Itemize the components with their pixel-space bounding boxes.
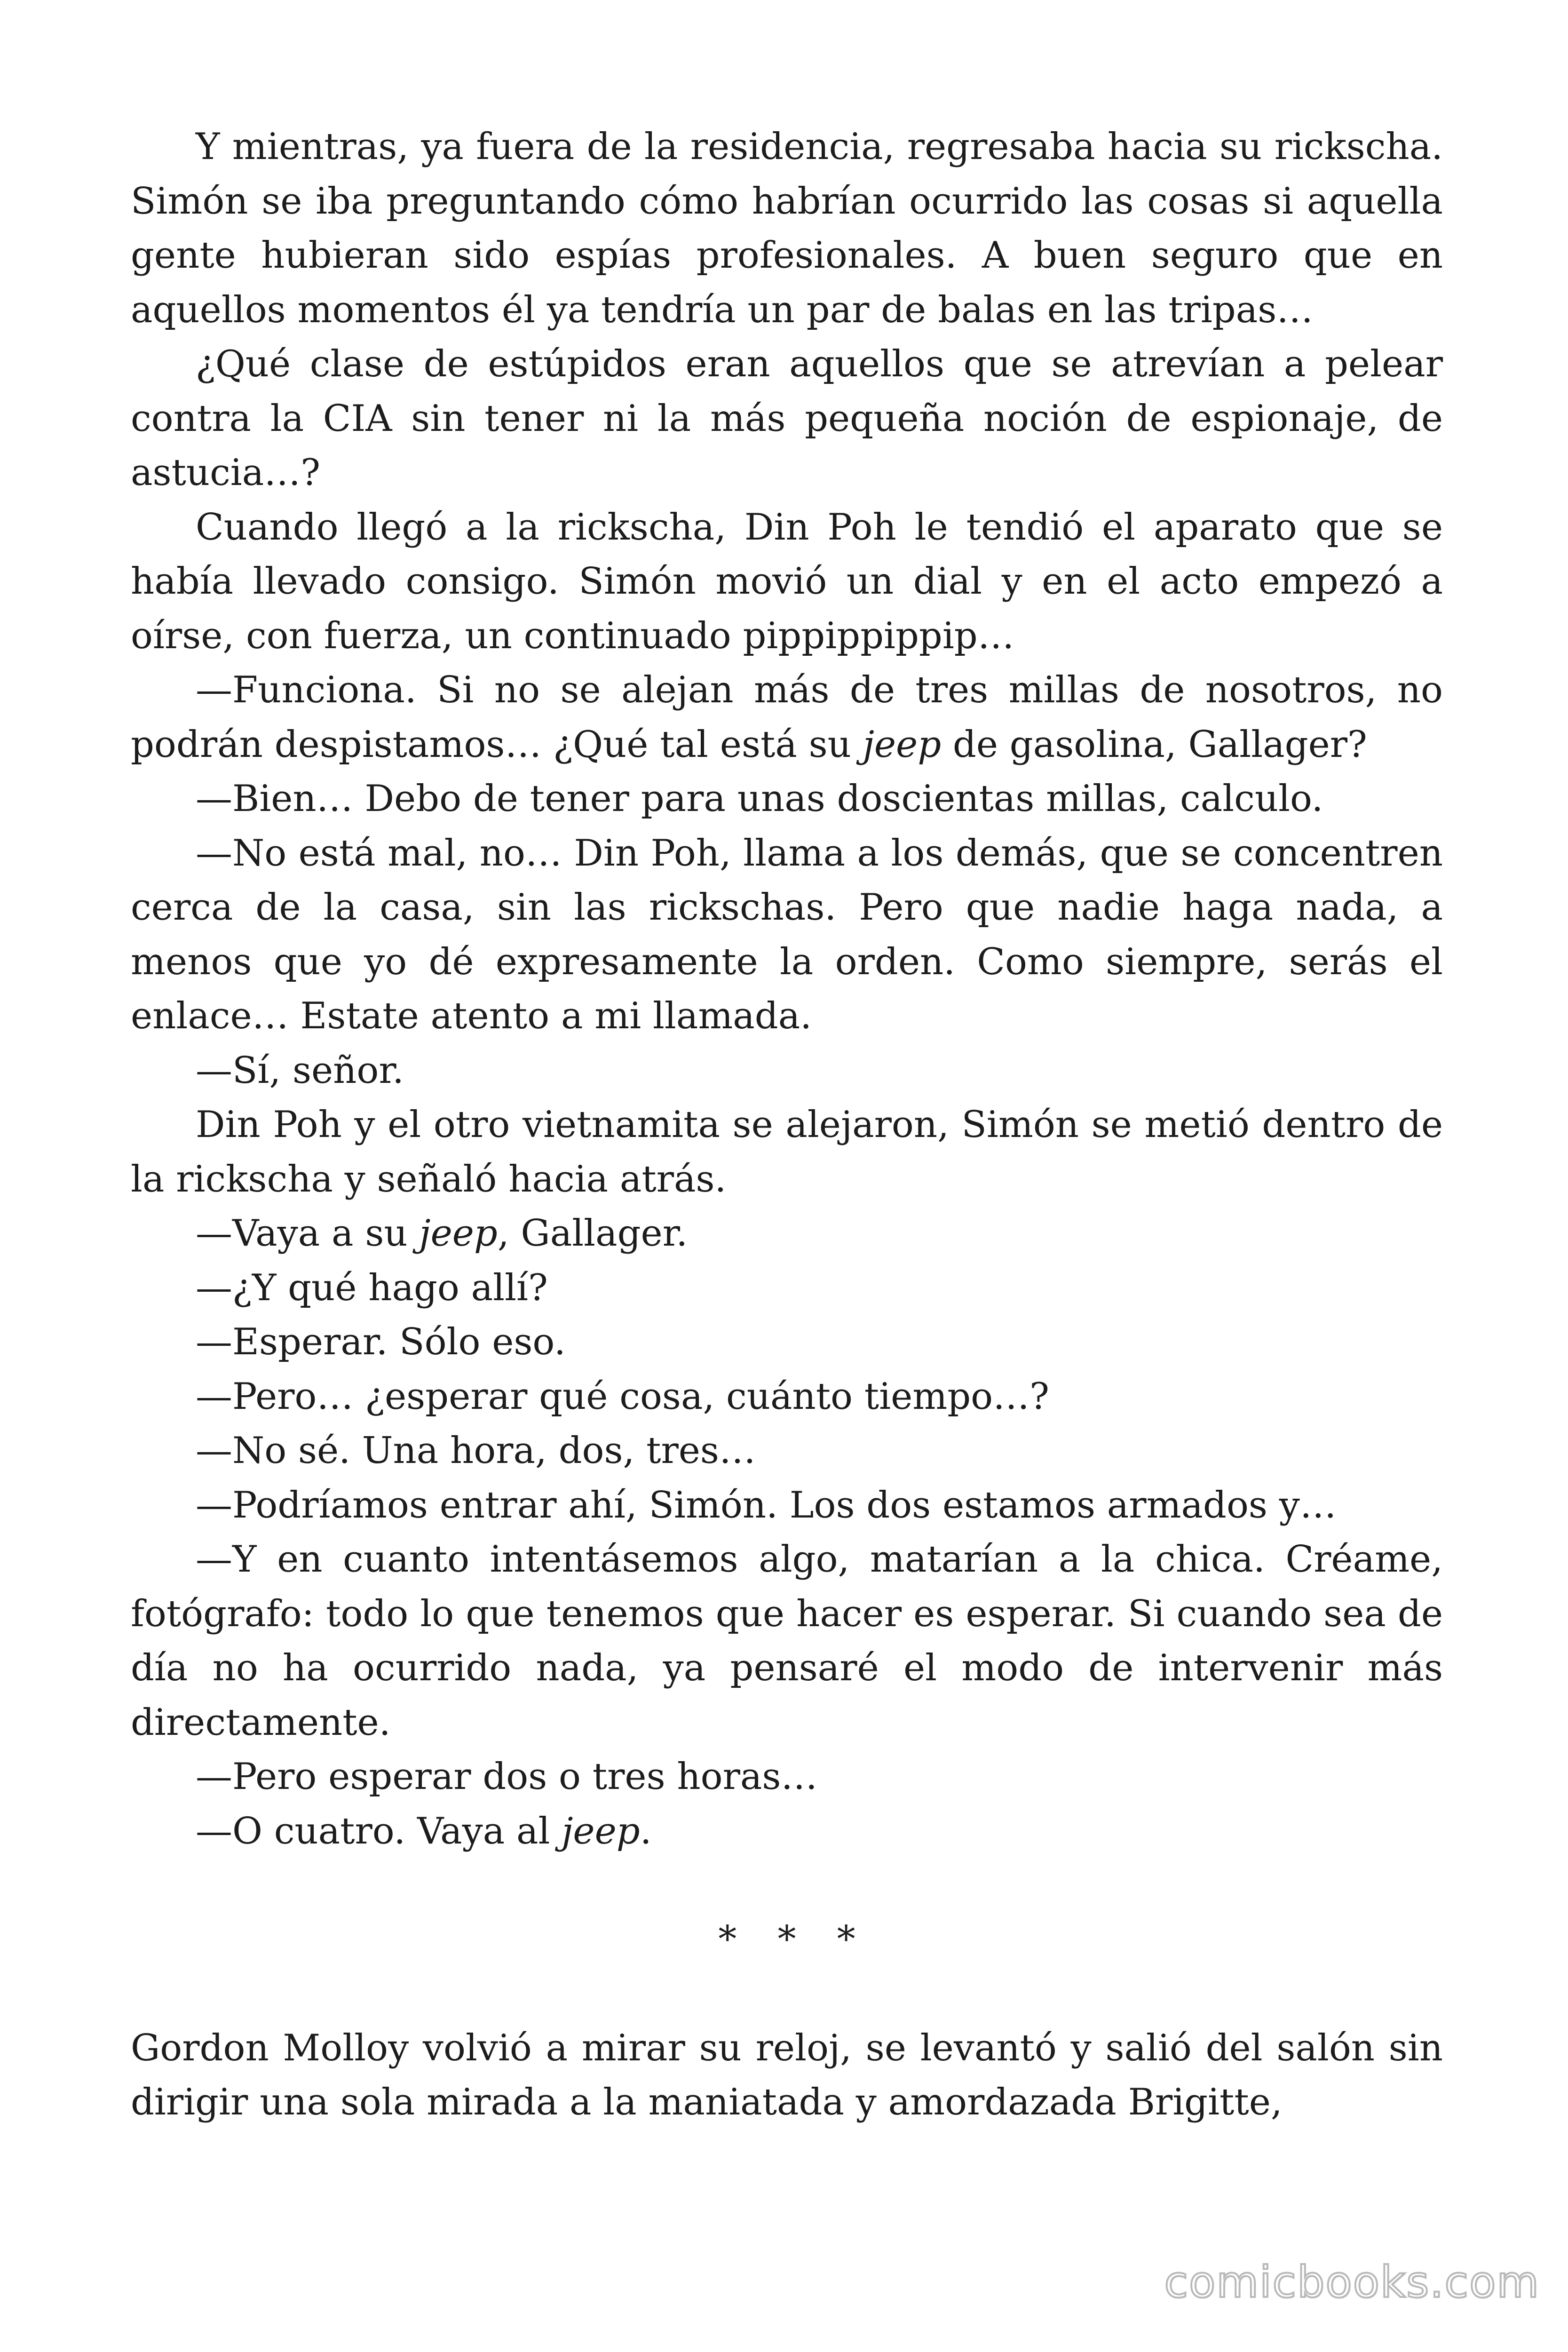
paragraph bbox=[131, 1098, 1443, 1207]
text-run: de gasolina, Gallager? bbox=[941, 723, 1367, 766]
text-run: —Pero esperar dos o tres horas… bbox=[196, 1756, 818, 1798]
paragraph bbox=[131, 1424, 1443, 1478]
text-run: . bbox=[640, 1810, 652, 1852]
paragraph bbox=[131, 1207, 1443, 1261]
paragraph bbox=[131, 120, 1443, 337]
text-run: —Y en cuanto intentásemos algo, matarían a la chica. Créame, fotógrafo: todo lo que tenemos que hacer es esperar. Si cuando sea de día no ha ocurrido nada, ya pensaré el modo de intervenir más directamente. bbox=[131, 1538, 1443, 1744]
italic-word: jeep bbox=[863, 723, 942, 766]
watermark: comicbooks.com bbox=[1164, 2257, 1540, 2307]
text-run: —Vaya a su bbox=[196, 1212, 420, 1255]
text-run: Cuando llegó a la rickscha, Din Poh le tendió el aparato que se había llevado consigo. Simón movió un dial y en el acto empezó a oírse, con fuerza, un continuado pippippippip… bbox=[131, 506, 1443, 657]
italic-word: jeep bbox=[562, 1810, 640, 1852]
text-run: —Esperar. Sólo eso. bbox=[196, 1321, 566, 1363]
text-run: , Gallager. bbox=[497, 1212, 688, 1255]
paragraph bbox=[131, 1804, 1443, 1859]
section-separator bbox=[131, 1913, 1443, 1967]
paragraph bbox=[131, 1044, 1443, 1098]
paragraph bbox=[131, 1370, 1443, 1424]
paragraph bbox=[131, 501, 1443, 664]
paragraph bbox=[131, 1533, 1443, 1750]
paragraph bbox=[131, 826, 1443, 1044]
text-run: —Sí, señor. bbox=[196, 1049, 404, 1092]
paragraph bbox=[131, 1750, 1443, 1804]
text-run: —¿Y qué hago allí? bbox=[196, 1266, 548, 1309]
text-run: ¿Qué clase de estúpidos eran aquellos que se atrevían a pelear contra la CIA sin tener ni la más pequeña noción de espionaje, de astucia…? bbox=[131, 343, 1443, 494]
paragraph bbox=[131, 1261, 1443, 1316]
paragraph bbox=[131, 1315, 1443, 1370]
paragraph bbox=[131, 2021, 1443, 2130]
text-run: * * * bbox=[718, 1918, 870, 1961]
book-page-text bbox=[131, 120, 1443, 2130]
paragraph bbox=[131, 663, 1443, 772]
paragraph bbox=[131, 772, 1443, 826]
text-run: Gordon Molloy volvió a mirar su reloj, se levantó y salió del salón sin dirigir una sola mirada a la maniatada y amordazada Brigitte, bbox=[131, 2026, 1443, 2123]
paragraph bbox=[131, 337, 1443, 501]
paragraph bbox=[131, 1478, 1443, 1533]
text-run: Y mientras, ya fuera de la residencia, regresaba hacia su rickscha. Simón se iba preguntando cómo habrían ocurrido las cosas si aquella gente hubieran sido espías profesionales. A buen seguro que en aquellos momentos él ya tendría un par de balas en las tripas… bbox=[131, 126, 1443, 331]
italic-word: jeep bbox=[419, 1212, 498, 1255]
text-run: —Funciona. Si no se alejan más de tres millas de nosotros, no podrán despistamos… ¿Qué tal está su bbox=[131, 669, 1443, 766]
text-run: Din Poh y el otro vietnamita se alejaron, Simón se metió dentro de la rickscha y señaló hacia atrás. bbox=[131, 1104, 1443, 1200]
text-run: —O cuatro. Vaya al bbox=[196, 1810, 562, 1852]
text-run: —No sé. Una hora, dos, tres… bbox=[196, 1430, 756, 1472]
text-run: —Bien… Debo de tener para unas doscientas millas, calculo. bbox=[196, 778, 1323, 820]
text-run: —Podríamos entrar ahí, Simón. Los dos estamos armados y… bbox=[196, 1484, 1337, 1526]
text-run: —No está mal, no… Din Poh, llama a los demás, que se concentren cerca de la casa, sin las rickschas. Pero que nadie haga nada, a menos que yo dé expresamente la orden. Como siempre, serás el enlace… Estate atento a mi llamada. bbox=[131, 832, 1443, 1037]
text-run: —Pero… ¿esperar qué cosa, cuánto tiempo…? bbox=[196, 1375, 1049, 1418]
